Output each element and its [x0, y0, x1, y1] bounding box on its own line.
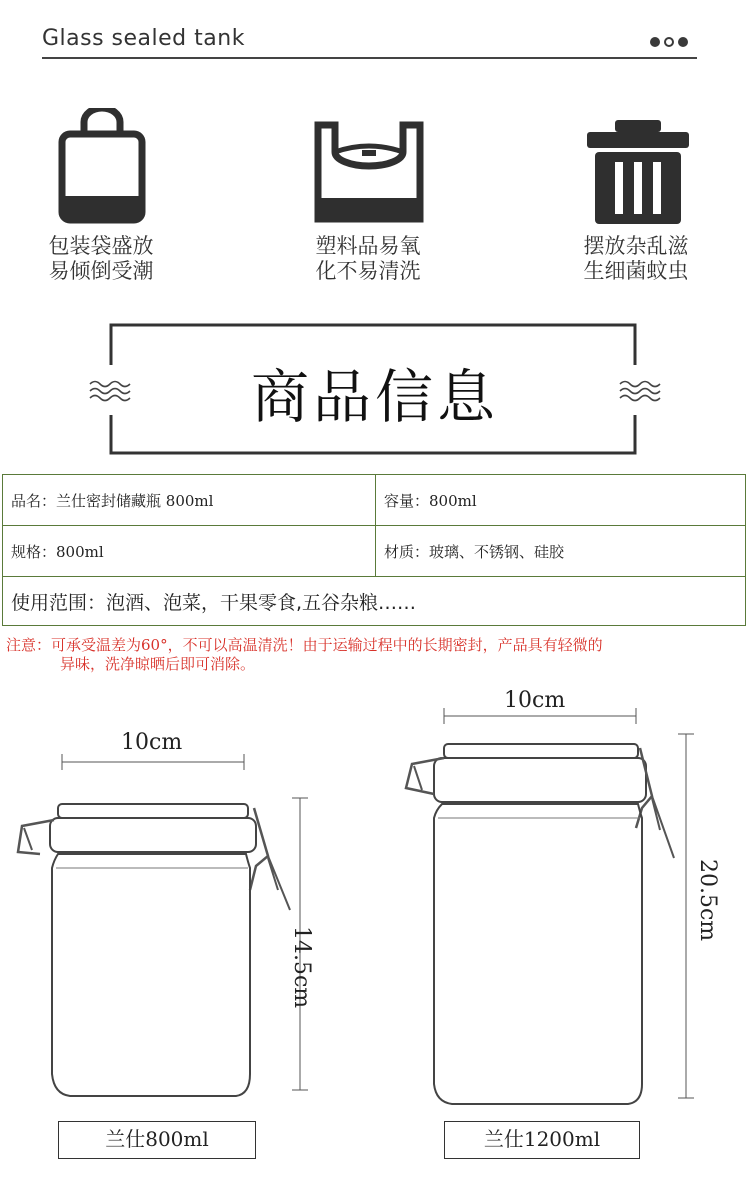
dot-active — [650, 37, 660, 47]
shopping-bag-icon — [56, 108, 148, 226]
jar1-name-label: 兰仕800ml — [58, 1121, 256, 1159]
table-row — [3, 475, 746, 526]
jar1-height-text: 14.5cm — [289, 926, 314, 1009]
table-row — [3, 577, 746, 626]
jar1-width-label: 10cm — [121, 730, 183, 755]
feature-line: 包装袋盛放 — [48, 234, 154, 258]
feature-line: 摆放杂乱滋 — [583, 234, 689, 258]
feature-caption-3 — [536, 234, 736, 284]
spec-capacity: 容量：800ml — [376, 475, 746, 526]
jar2-width-label: 10cm — [504, 688, 566, 713]
plastic-bag-icon — [313, 120, 425, 224]
note-line: 注意：可承受温差为60°，不可以高温清洗！由于运输过程中的长期密封，产品具有轻微的 — [6, 636, 603, 654]
jar-1200ml-drawing — [398, 704, 698, 1114]
feature-line: 化不易清洗 — [315, 259, 421, 283]
feature-line: 易倾倒受潮 — [48, 259, 154, 283]
page-title: Glass sealed tank — [42, 26, 245, 51]
warning-note — [6, 636, 736, 674]
trash-bin-icon — [585, 118, 691, 226]
feature-caption-2 — [268, 234, 468, 284]
header-divider — [42, 57, 697, 59]
jar2-height-text: 20.5cm — [695, 859, 720, 942]
section-title: 商品信息 — [250, 363, 499, 431]
note-line: 异味，洗净晾晒后即可消除。 — [60, 655, 256, 673]
jar2-height-label — [695, 859, 720, 987]
wave-left-icon — [88, 378, 132, 404]
table-row — [3, 526, 746, 577]
feature-caption-1 — [1, 234, 201, 284]
dot — [678, 37, 688, 47]
jar2-name-label: 兰仕1200ml — [444, 1121, 640, 1159]
spec-usage: 使用范围：泡酒、泡菜，干果零食,五谷杂粮…… — [3, 577, 746, 626]
spec-table — [2, 474, 746, 626]
feature-line: 塑料品易氧 — [315, 234, 421, 258]
feature-line: 生细菌蚊虫 — [583, 259, 689, 283]
spec-size: 规格：800ml — [3, 526, 376, 577]
jar1-height-label — [249, 926, 314, 1058]
spec-name: 品名：兰仕密封储藏瓶 800ml — [3, 475, 376, 526]
carousel-dots — [650, 37, 688, 47]
spec-material: 材质：玻璃、不锈钢、硅胶 — [376, 526, 746, 577]
wave-right-icon — [618, 378, 662, 404]
dot — [664, 37, 674, 47]
